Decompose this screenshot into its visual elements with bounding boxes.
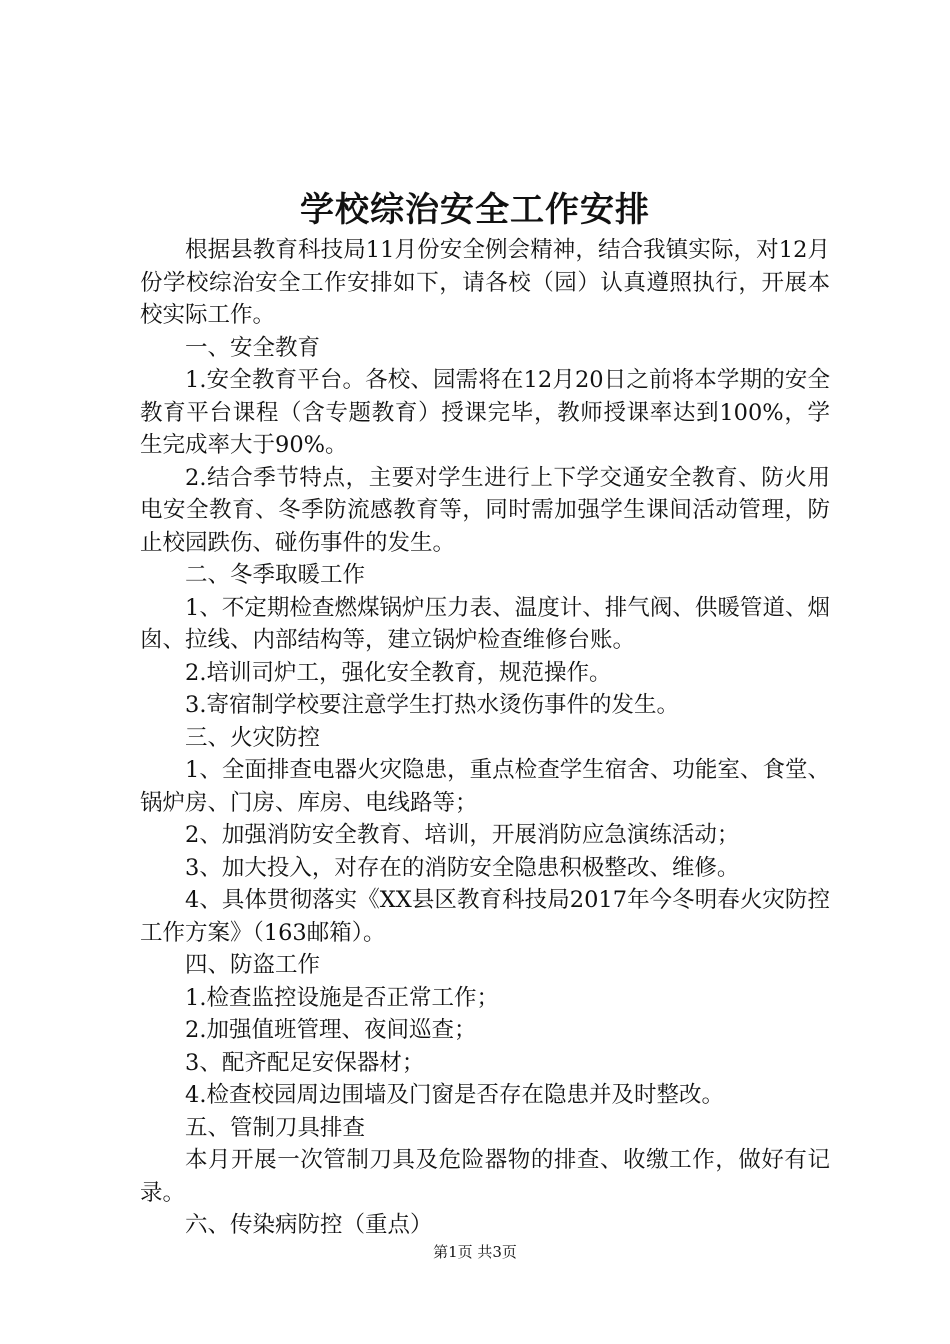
section-2-item-2: 2.培训司炉工，强化安全教育，规范操作。 (185, 659, 612, 686)
section-3-item-4: 4、具体贯彻落实《XX县区教育科技局2017年今冬明春火灾防控工作方案》（163邮箱）。 (140, 887, 830, 946)
intro-paragraph: 根据县教育科技局11月份安全例会精神，结合我镇实际，对12月份学校综治安全工作安排如下，请各校（园）认真遵照执行，开展本校实际工作。 (140, 237, 830, 328)
section-4-item-2: 2.加强值班管理、夜间巡查； (185, 1017, 477, 1043)
section-3-item-3: 3、加大投入，对存在的消防安全隐患积极整改、维修。 (185, 854, 740, 881)
section-4-item-1: 1.检查监控设施是否正常工作； (185, 984, 499, 1011)
section-heading-2: 二、冬季取暖工作 (185, 562, 366, 588)
section-2-item-3: 3.寄宿制学校要注意学生打热水烫伤事件的发生。 (185, 692, 679, 718)
section-heading-6: 六、传染病防控（重点） (185, 1212, 433, 1238)
section-heading-1: 一、安全教育 (185, 334, 321, 361)
section-4-item-4: 4.检查校园周边围墙及门窗是否存在隐患并及时整改。 (185, 1082, 724, 1108)
section-2-item-1: 1、不定期检查燃煤锅炉压力表、温度计、排气阀、供暖管道、烟囱、拉线、内部结构等，建立锅炉检查维修台账。 (140, 594, 830, 653)
page-footer: 第1页 共3页 (433, 1243, 517, 1261)
section-5-paragraph: 本月开展一次管制刀具及危险器物的排查、收缴工作，做好有记录。 (140, 1147, 830, 1206)
section-1-item-2: 2.结合季节特点，主要对学生进行上下学交通安全教育、防火用电安全教育、冬季防流感教育等，同时需加强学生课间活动管理，防止校园跌伤、碰伤事件的发生。 (140, 464, 830, 556)
section-1-item-1: 1.安全教育平台。各校、园需将在12月20日之前将本学期的安全教育平台课程（含专题教育）授课完毕，教师授课率达到100%，学生完成率大于90%。 (140, 367, 830, 458)
section-heading-5: 五、管制刀具排查 (185, 1114, 366, 1141)
section-heading-3: 三、火灾防控 (185, 724, 321, 751)
section-4-item-3: 3、配齐配足安保器材； (185, 1049, 425, 1076)
document-body (140, 234, 830, 1242)
section-3-item-2: 2、加强消防安全教育、培训，开展消防应急演练活动； (185, 822, 740, 848)
document-title: 学校综治安全工作安排 (300, 190, 650, 230)
section-heading-4: 四、防盗工作 (185, 952, 321, 978)
section-3-item-1: 1、全面排查电器火灾隐患，重点检查学生宿舍、功能室、食堂、锅炉房、门房、库房、电线路等； (140, 757, 830, 816)
